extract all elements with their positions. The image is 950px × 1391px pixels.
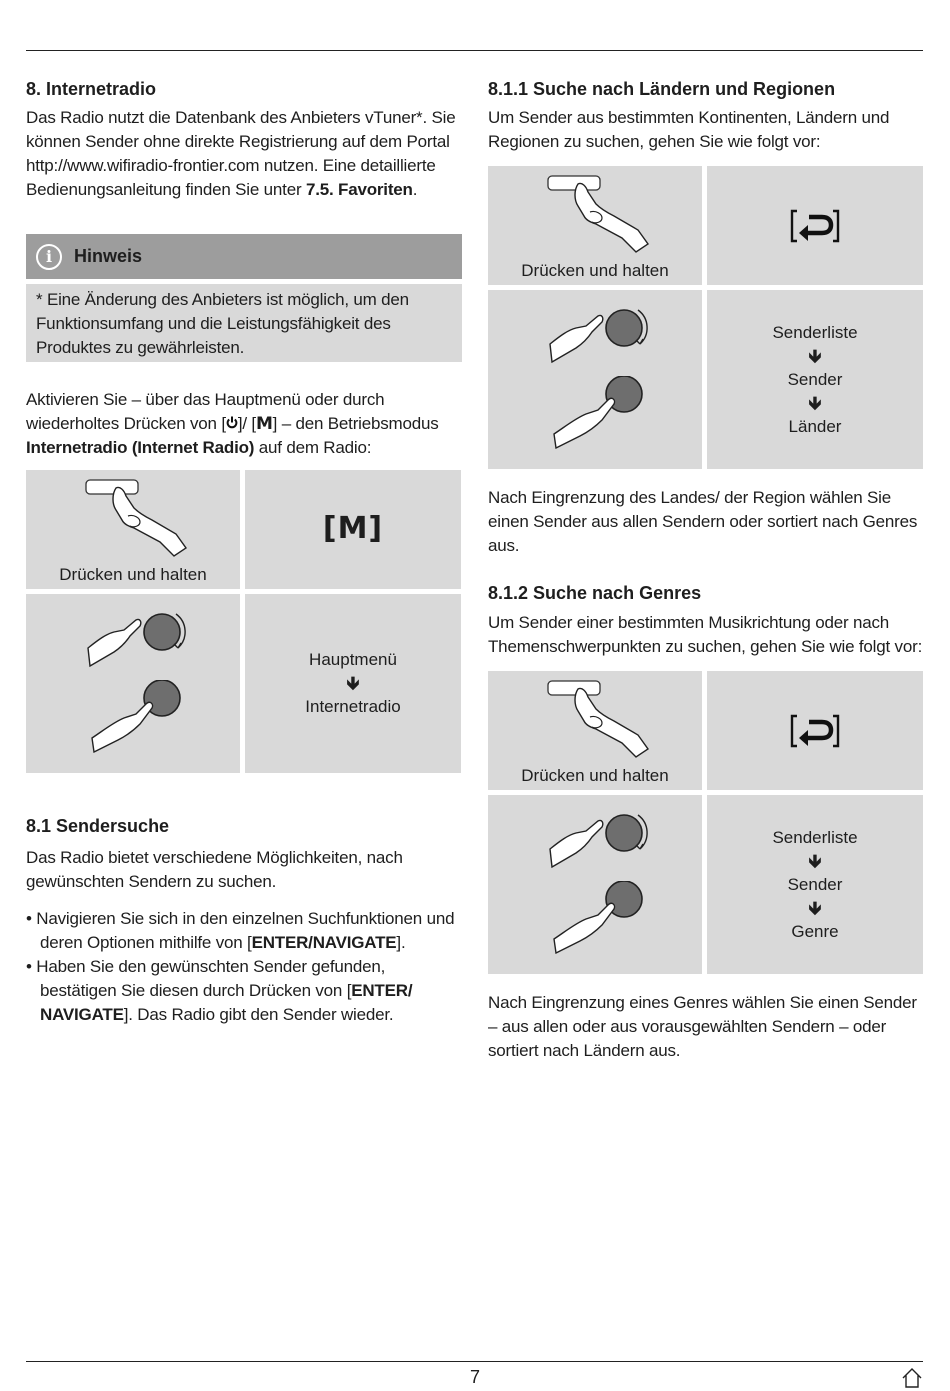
genres-steps [772, 827, 857, 943]
press-hold-cell [488, 166, 702, 285]
press-hold-caption: Drücken und halten [521, 766, 669, 785]
mode-button-symbol: [M] [322, 511, 384, 546]
knob-cell [488, 795, 702, 974]
search-paragraph: Das Radio bietet verschiedene Möglichkeiten, nach gewünschten Sendern zu suchen. [26, 848, 403, 891]
instruction-grid-laender [488, 166, 924, 469]
bullet1-end: ]. [396, 933, 406, 952]
arrow-down-icon: 🡻 [808, 345, 822, 366]
step-sender: Sender [787, 874, 843, 894]
rotate-knob-hand-icon [546, 805, 656, 873]
step-hauptmenu: Hauptmenü [309, 650, 397, 669]
left-column [26, 78, 462, 1027]
push-knob-hand-icon [90, 680, 200, 760]
laender-steps-cell [707, 290, 923, 469]
genres-result-text: Nach Eingrenzung eines Genres wählen Sie einen Sender – aus allen oder aus vorausgewählten Sendern – oder sortiert nach Ländern aus. [488, 993, 917, 1060]
push-knob-hand-icon [552, 376, 662, 456]
list-item [26, 907, 462, 955]
activate-text-c: ] – den Betriebsmodus [272, 414, 439, 433]
arrow-down-icon: 🡻 [808, 392, 822, 413]
press-button-hand-icon [544, 172, 654, 258]
section-heading-genres: 8.1.2 Suche nach Genres [488, 583, 702, 603]
hint-title: Hinweis [74, 246, 143, 266]
instruction-grid-genres [488, 671, 924, 974]
info-icon: i [36, 244, 62, 270]
intro-reference: 7.5. Favoriten [305, 180, 413, 199]
mode-symbol-cell [245, 470, 461, 589]
arrow-down-icon: 🡻 [808, 850, 822, 871]
back-symbol-cell [707, 166, 923, 285]
intro-paragraph [26, 106, 462, 202]
back-return-icon [789, 713, 841, 749]
page-number: 7 [469, 1367, 480, 1387]
power-icon [226, 416, 238, 430]
right-column [488, 78, 924, 1063]
arrow-down-icon: 🡻 [346, 673, 360, 693]
hint-header [26, 234, 462, 279]
laender-steps [772, 322, 857, 438]
back-return-icon [789, 208, 841, 244]
bullet1-text: • Navigieren Sie sich in den einzelnen Suchfunktionen und deren Optionen mithilfe von [ [26, 909, 455, 952]
section-heading-internetradio: 8. Internetradio [26, 79, 157, 99]
intro-end: . [412, 180, 418, 199]
knob-cell [488, 290, 702, 469]
intro-text: Das Radio nutzt die Datenbank des Anbieters vTuner*. Sie können Sender ohne direkte Registrierung auf dem Portal http://www.wifiradio-frontier.com nutzen. Eine detaillierte Bedienungsanleitung finden Sie unter [26, 108, 456, 199]
laender-intro: Um Sender aus bestimmten Kontinenten, Ländern und Regionen zu suchen, gehen Sie wie folgt vor: [488, 108, 890, 151]
instruction-grid-mode [26, 470, 462, 773]
bullet2-end: ]. Das Radio gibt den Sender wieder. [123, 1005, 394, 1024]
list-item [26, 955, 462, 1027]
knob-cell [26, 594, 240, 773]
genres-steps-cell [707, 795, 923, 974]
press-hold-cell [26, 470, 240, 589]
search-bullets [26, 907, 462, 1027]
step-sender: Sender [787, 369, 843, 389]
step-genre: Genre [791, 921, 839, 941]
activate-paragraph [26, 388, 462, 460]
press-hold-caption: Drücken und halten [521, 261, 669, 280]
mode-key-label: M [255, 414, 273, 434]
back-symbol-cell [707, 671, 923, 790]
arrow-down-icon: 🡻 [808, 897, 822, 918]
bottom-rule [26, 1361, 923, 1362]
push-knob-hand-icon [552, 881, 662, 961]
home-icon[interactable] [901, 1367, 923, 1389]
press-button-hand-icon [82, 476, 192, 562]
genres-intro: Um Sender einer bestimmten Musikrichtung oder nach Themenschwerpunkten zu suchen, gehen Sie wie folgt vor: [488, 613, 923, 656]
bullet2-key: ENTER/ NAVIGATE [40, 981, 413, 1024]
step-senderliste: Senderliste [772, 827, 858, 847]
menu-steps [305, 649, 400, 718]
hint-text: * Eine Änderung des Anbieters ist möglich, um den Funktionsumfang und die Leistungsfähigkeit des Produktes zu gewährleisten. [36, 290, 409, 357]
press-hold-caption: Drücken und halten [59, 565, 207, 584]
rotate-knob-hand-icon [546, 300, 656, 368]
laender-result-text: Nach Eingrenzung des Landes/ der Region wählen Sie einen Sender aus allen Sendern oder sortiert nach Genres aus. [488, 488, 918, 555]
bullet2-text: • Haben Sie den gewünschten Sender gefunden, bestätigen Sie diesen durch Drücken von [ [26, 957, 386, 1000]
press-button-hand-icon [544, 677, 654, 763]
menu-steps-cell [245, 594, 461, 773]
rotate-knob-hand-icon [84, 604, 194, 672]
activate-text-a: Aktivieren Sie – über das Hauptmenü oder durch wiederholtes Drücken von [ [26, 390, 385, 433]
step-internetradio: Internetradio [305, 697, 401, 716]
activate-text-d: auf dem Radio: [254, 438, 372, 457]
section-heading-sendersuche: 8.1 Sendersuche [26, 816, 170, 836]
activate-text-b: ]/ [ [237, 414, 256, 433]
step-laender: Länder [788, 416, 842, 436]
step-senderliste: Senderliste [772, 322, 858, 342]
section-heading-laender: 8.1.1 Suche nach Ländern und Regionen [488, 79, 836, 99]
top-rule [26, 50, 923, 51]
press-hold-cell [488, 671, 702, 790]
activate-mode-name: Internetradio (Internet Radio) [26, 438, 255, 457]
hint-body [26, 284, 462, 362]
bullet1-key: ENTER/NAVIGATE [251, 933, 397, 952]
